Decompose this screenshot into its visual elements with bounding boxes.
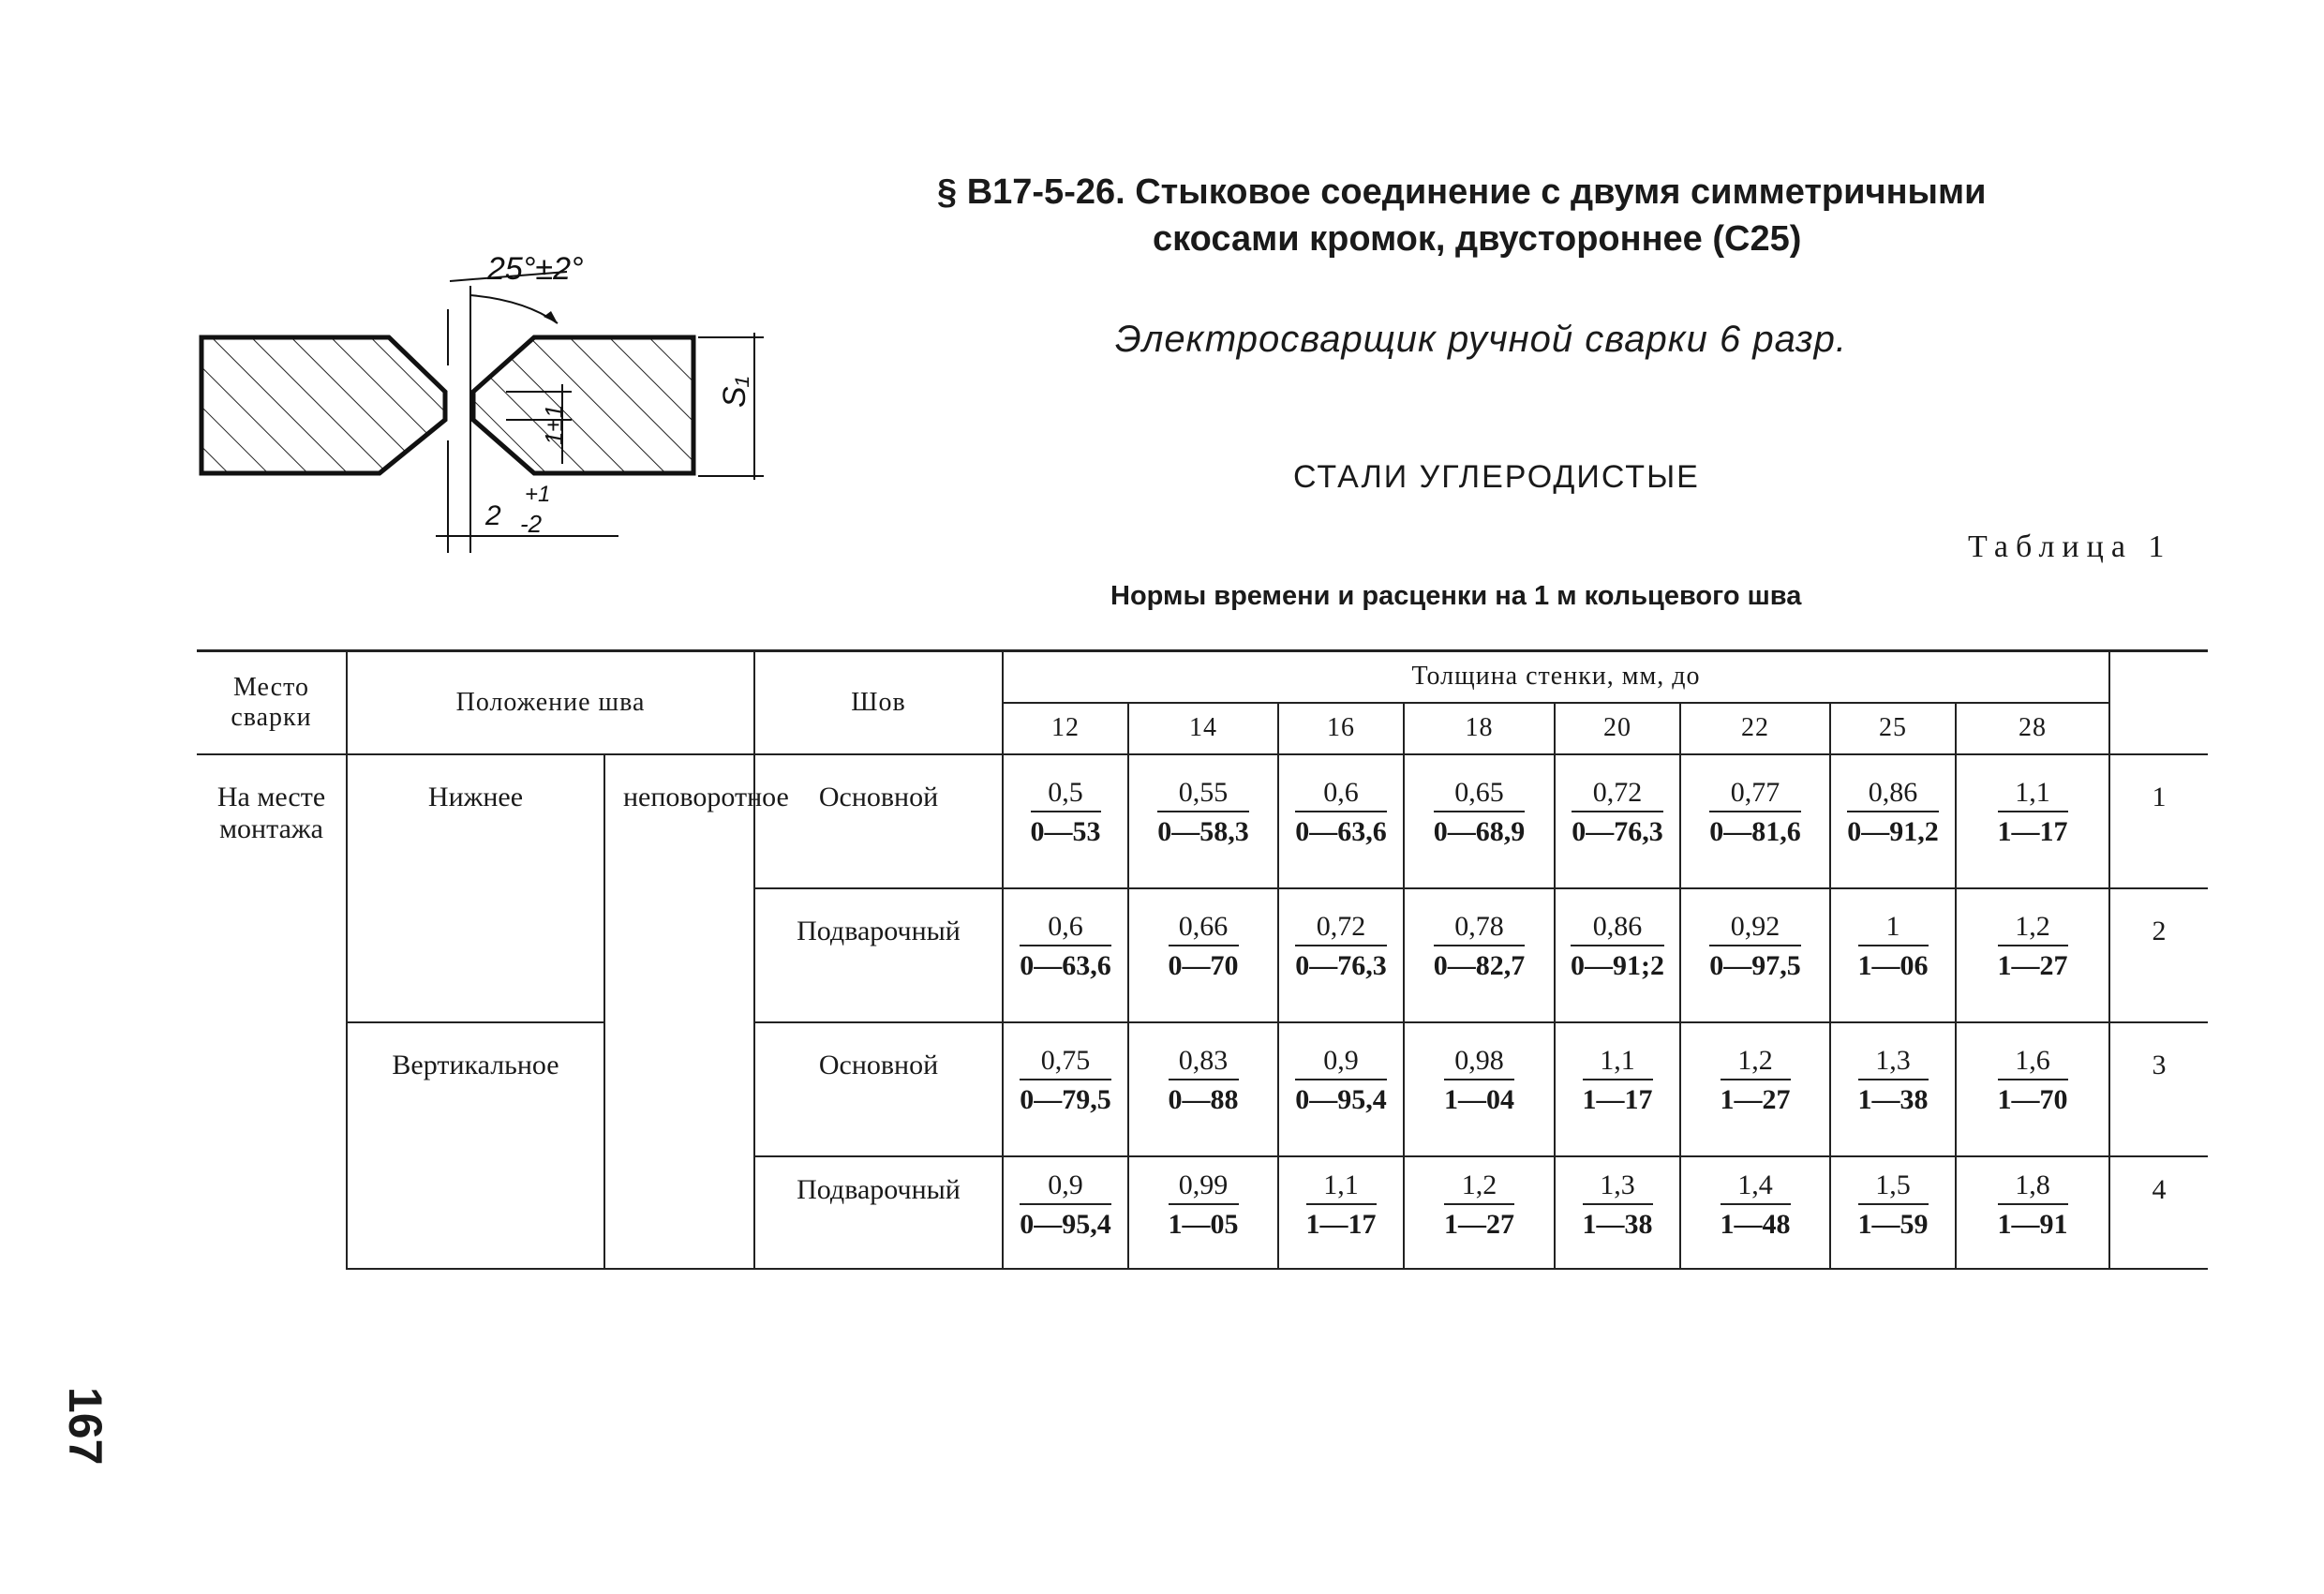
norm-cell: $\frac{0,65}{0—68,9}$ (1404, 754, 1555, 888)
worker-label: Электросварщик ручной сварки 6 разр. (1115, 319, 1847, 360)
seam-cell: Подварочный (754, 1156, 1003, 1269)
thickness-20: 20 (1555, 703, 1680, 754)
table-row (197, 754, 2208, 888)
table-row (197, 1022, 2208, 1156)
norm-cell: $\frac{1,1}{1—17}$ (1956, 754, 2109, 888)
seam-cell: Основной (754, 754, 1003, 888)
header-thickness: Толщина стенки, мм, до (1003, 651, 2109, 703)
norm-cell: $\frac{1,1}{1—17}$ (1555, 1022, 1680, 1156)
norm-cell: $\frac{0,86}{0—91;2}$ (1555, 888, 1680, 1022)
row-number: 2 (2109, 888, 2208, 1022)
table-label: Таблица 1 (1968, 529, 2172, 564)
section-title-line1: § В17-5-26. Стыковое соединение с двумя симметричными (937, 172, 1987, 212)
norm-cell: $\frac{1,3}{1—38}$ (1555, 1156, 1680, 1269)
row-number: 1 (2109, 754, 2208, 888)
norm-cell: $\frac{1,5}{1—59}$ (1830, 1156, 1956, 1269)
section-title-line2: скосами кромок, двустороннее (С25) (1153, 219, 1802, 259)
thickness-22: 22 (1680, 703, 1830, 754)
norm-cell: $\frac{0,9}{0—95,4}$ (1278, 1022, 1404, 1156)
position-cell-vertical: Вертикальное (347, 1022, 604, 1269)
angle-label: 25°±2° (487, 251, 584, 287)
norm-cell: $\frac{0,6}{0—63,6}$ (1278, 754, 1404, 888)
thickness-16: 16 (1278, 703, 1404, 754)
right-plate (473, 337, 693, 473)
thickness-25: 25 (1830, 703, 1956, 754)
table-caption: Нормы времени и расценки на 1 м кольцевого шва (1110, 581, 1802, 611)
norm-cell: $\frac{1,4}{1—48}$ (1680, 1156, 1830, 1269)
gap-tol-minus: -2 (520, 510, 543, 538)
header-position: Положение шва (347, 651, 754, 754)
norm-cell: $\frac{1,2}{1—27}$ (1404, 1156, 1555, 1269)
row-number: 4 (2109, 1156, 2208, 1269)
norm-cell: $\frac{1,3}{1—38}$ (1830, 1022, 1956, 1156)
left-plate (201, 337, 445, 473)
page-number: 167 (59, 1387, 112, 1466)
norm-cell: $\frac{0,72}{0—76,3}$ (1555, 754, 1680, 888)
norm-cell: $\frac{0,78}{0—82,7}$ (1404, 888, 1555, 1022)
weld-joint-drawing (187, 234, 797, 562)
norm-cell: $\frac{0,92}{0—97,5}$ (1680, 888, 1830, 1022)
norm-cell: $\frac{0,98}{1—04}$ (1404, 1022, 1555, 1156)
header-seam: Шов (754, 651, 1003, 754)
norm-cell: $\frac{0,55}{0—58,3}$ (1128, 754, 1278, 888)
norm-cell: $\frac{0,9}{0—95,4}$ (1003, 1156, 1128, 1269)
thickness-18: 18 (1404, 703, 1555, 754)
norm-cell: $\frac{1,8}{1—91}$ (1956, 1156, 2109, 1269)
norm-cell: $\frac{0,5}{0—53}$ (1003, 754, 1128, 888)
norm-cell: $\frac{0,66}{0—70}$ (1128, 888, 1278, 1022)
thickness-28: 28 (1956, 703, 2109, 754)
thickness-14: 14 (1128, 703, 1278, 754)
place-cell: На месте монтажа (197, 754, 347, 1269)
norm-cell: $\frac{0,86}{0—91,2}$ (1830, 754, 1956, 888)
norm-cell: $\frac{1,1}{1—17}$ (1278, 1156, 1404, 1269)
norms-table (197, 649, 2208, 1270)
thickness-label: S₁ (717, 376, 752, 408)
steel-type: СТАЛИ УГЛЕРОДИСТЫЕ (1293, 459, 1700, 495)
norm-cell: $\frac{0,83}{0—88}$ (1128, 1022, 1278, 1156)
norm-cell: $\frac{1,6}{1—70}$ (1956, 1022, 2109, 1156)
gap-label: 2 (485, 500, 501, 531)
norm-cell: $\frac{1,2}{1—27}$ (1680, 1022, 1830, 1156)
gap-tol-plus: +1 (525, 482, 551, 507)
norm-cell: $\frac{1}{1—06}$ (1830, 888, 1956, 1022)
section-title (937, 169, 2155, 262)
header-place: Место сварки (197, 651, 347, 754)
seam-cell: Основной (754, 1022, 1003, 1156)
seam-cell: Подварочный (754, 888, 1003, 1022)
norm-cell: $\frac{0,99}{1—05}$ (1128, 1156, 1278, 1269)
norm-cell: $\frac{0,72}{0—76,3}$ (1278, 888, 1404, 1022)
norm-cell: $\frac{0,77}{0—81,6}$ (1680, 754, 1830, 888)
header-number (2109, 651, 2208, 754)
root-label: 1±1 (540, 404, 568, 445)
norm-cell: $\frac{1,2}{1—27}$ (1956, 888, 2109, 1022)
rotation-cell: неповоротное (604, 754, 754, 1269)
row-number: 3 (2109, 1022, 2208, 1156)
thickness-12: 12 (1003, 703, 1128, 754)
norm-cell: $\frac{0,6}{0—63,6}$ (1003, 888, 1128, 1022)
position-cell-lower: Нижнее (347, 754, 604, 1022)
norm-cell: $\frac{0,75}{0—79,5}$ (1003, 1022, 1128, 1156)
